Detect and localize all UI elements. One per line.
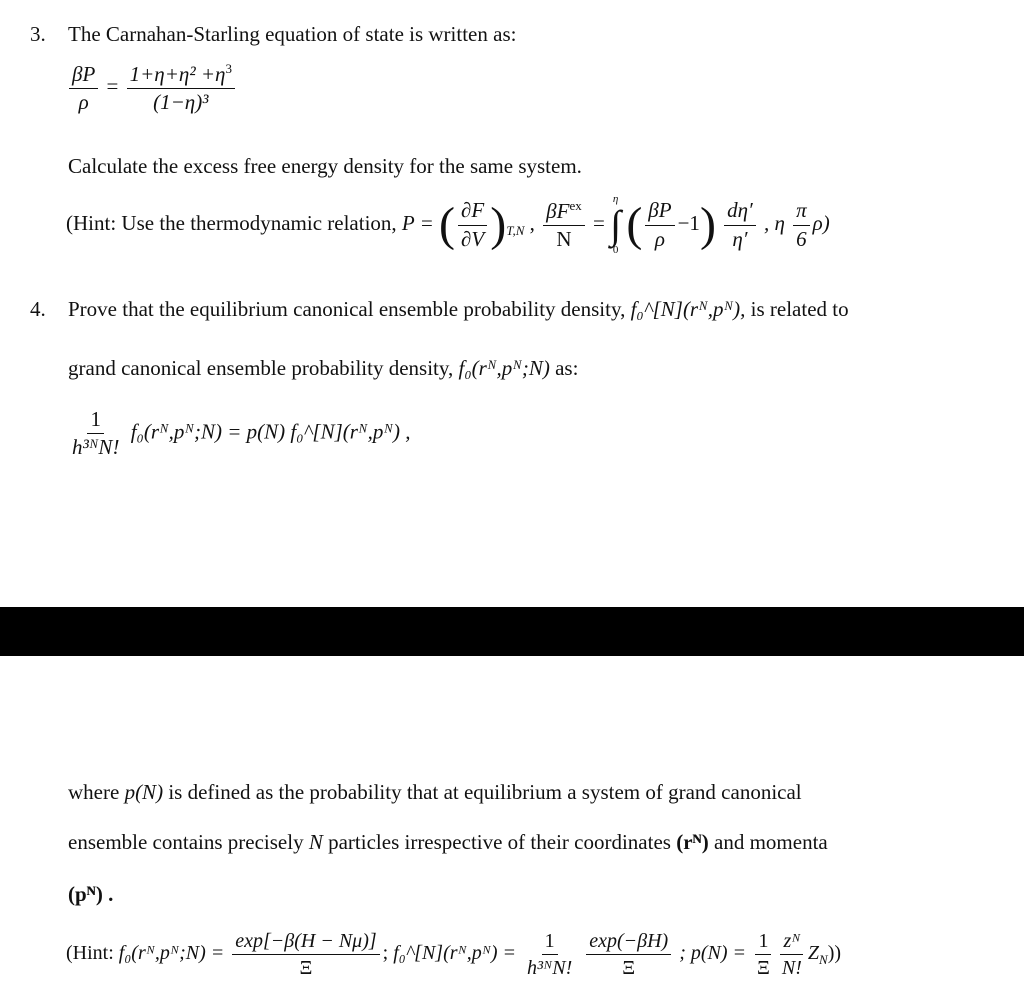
redaction-bar [0, 607, 1024, 656]
problem-4-line2: grand canonical ensemble probability density, f₀(rᴺ,pᴺ;N) as: [68, 356, 579, 380]
where-line-2: ensemble contains precisely N particles irrespective of their coordinates (rᴺ) and momenta [68, 830, 828, 854]
excess-free-energy-fraction: $\frac{\beta F^{ex}}{N}$ [543, 199, 585, 251]
canonical-prefactor: $\frac{1}{\text{h³ᴺN!}}$ [527, 930, 573, 979]
eos-lhs-fraction: $\frac{\beta P}{\rho}$ [69, 63, 98, 114]
final-hint: (Hint: f₀(rᴺ,pᴺ;N) = $\frac{\exp[-\beta(H - N\mu)]}{\Xi}$ ; f₀^[N](rᴺ,pᴺ) = $\frac{1}{\text{h³ᴺN!}}$ $\frac{\exp(-\beta H)}{\Xi}$ ; p(N) = $\frac{1}{\Xi}$ $\frac{\text{zᴺ}}{N!}$ $Z_N$)) [66, 930, 842, 979]
probability-fraction-2: $\frac{\text{zᴺ}}{N!}$ [781, 930, 802, 979]
where-line-3: (pᴺ) . [68, 882, 114, 906]
problem-3-statement: The Carnahan-Starling equation of state is written as: [68, 22, 517, 46]
eos-rhs-fraction: $\frac{1+\eta+\eta^2 +\eta^3}{\text{(1−η)³}}$ [127, 62, 235, 114]
problem-3-hint: (Hint: Use the thermodynamic relation, P = ( $\frac{\partial F}{\partial V}$ )$_{T,N}$ , $\frac{\beta F^{ex}}{N}$ = η ∫ 0 ( $\frac{\beta P}{\rho}$ −1) $\frac{d\eta'}{\eta'}$ , η $\frac{\pi}{6}$ ρ) [66, 193, 830, 256]
carnahan-starling-equation: $\frac{\beta P}{\rho}$ = $\frac{1+\eta+\eta^2 +\eta^3}{\text{(1−η)³}}$ [66, 62, 238, 114]
grand-canonical-fraction: $\frac{\exp[-\beta(H - N\mu)]}{\Xi}$ [232, 930, 379, 979]
normalization-fraction: $\frac{1}{\text{h³ᴺN!}}$ [72, 407, 120, 460]
problem-3-task: Calculate the excess free energy density for the same system. [68, 154, 582, 178]
deta-fraction: $\frac{d\eta'}{\eta'}$ [724, 199, 756, 250]
canonical-exp-fraction: $\frac{\exp(-\beta H)}{\Xi}$ [586, 930, 671, 979]
pi-over-six: $\frac{\pi}{6}$ [793, 199, 810, 250]
where-line-1: where p(N) is defined as the probability that at equilibrium a system of grand canonical [68, 780, 802, 804]
problem-3-number: 3. [30, 22, 46, 46]
pressure-ratio: $\frac{\beta P}{\rho}$ [645, 199, 674, 250]
problem-4-number: 4. [30, 297, 46, 321]
problem-4-line1: Prove that the equilibrium canonical ensemble probability density, f₀^[N](rᴺ,pᴺ), is related to [68, 297, 849, 321]
partial-derivative: $\frac{\partial F}{\partial V}$ [458, 199, 487, 250]
integral-sign: η ∫ 0 [610, 193, 622, 256]
problem-4-equation: $\frac{1}{\text{h³ᴺN!}}$ f₀(rᴺ,pᴺ;N) = p(N) f₀^[N](rᴺ,pᴺ) , [66, 408, 410, 459]
probability-fraction-1: $\frac{1}{\Xi}$ [757, 930, 770, 979]
